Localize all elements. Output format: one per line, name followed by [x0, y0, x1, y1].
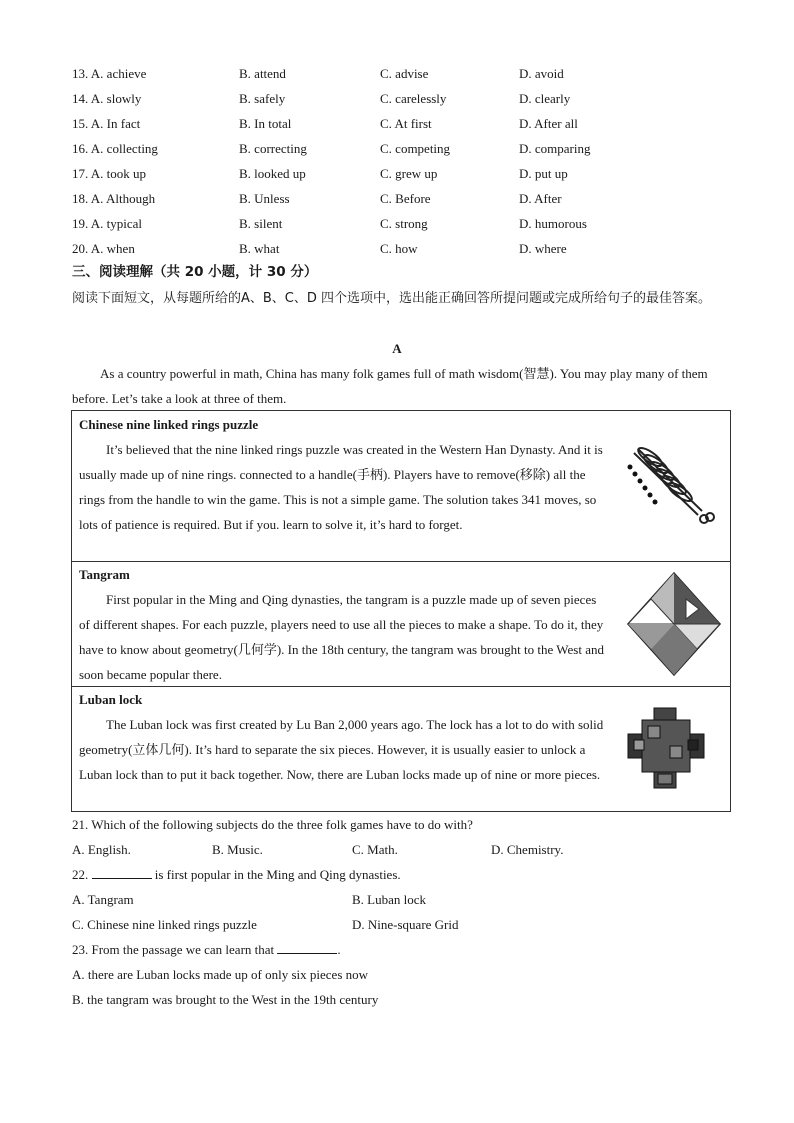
game-tangram — [72, 561, 730, 687]
game-title: Tangram — [79, 567, 130, 582]
game-nine-rings — [72, 411, 730, 562]
cloze-option-c[interactable]: C. Before — [380, 191, 431, 206]
cloze-option-a[interactable]: 20. A. when — [72, 241, 135, 256]
game-luban-lock — [72, 686, 730, 811]
cloze-option-a[interactable]: 19. A. typical — [72, 216, 143, 231]
game-text: First popular in the Ming and Qing dynasties, the tangram is a puzzle made up of seven pieces of different shapes. For each puzzle, players need to use all the pieces to make a shape. To do it, they have to know about geometry(几何学). In the 18th century, the tangram was brought to the West and soon became popular there. — [79, 592, 604, 682]
game-text: The Luban lock was first created by Lu Ban 2,000 years ago. The lock has a lot to do with solid geometry(立体几何). It’s hard to separate the six pieces. However, it is usually easier to unlock a Luban lock than to put it back together. Now, there are Luban locks made up of nine or more pieces. — [79, 717, 604, 782]
cloze-option-d[interactable]: D. put up — [519, 166, 568, 181]
cloze-option-b[interactable]: B. silent — [239, 216, 283, 231]
cloze-option-a[interactable]: 16. A. collecting — [72, 141, 158, 156]
cloze-option-row — [72, 161, 732, 186]
cloze-option-a[interactable]: 17. A. took up — [72, 166, 147, 181]
cloze-option-c[interactable]: C. how — [380, 241, 418, 256]
q23-option-b[interactable]: B. the tangram was brought to the West in the 19th century — [72, 992, 379, 1007]
cloze-option-b[interactable]: B. attend — [239, 66, 286, 81]
q22-option-c[interactable]: C. Chinese nine linked rings puzzle — [72, 917, 257, 932]
cloze-option-a[interactable]: 13. A. achieve — [72, 66, 147, 81]
cloze-option-a[interactable]: 18. A. Although — [72, 191, 156, 206]
q21-option-b[interactable]: B. Music. — [212, 842, 263, 857]
question-stem: is first popular in the Ming and Qing dynasties. — [154, 867, 401, 882]
cloze-option-row — [72, 136, 732, 161]
folk-games-table — [71, 410, 731, 812]
tangram-image — [624, 569, 724, 679]
answer-blank — [277, 939, 337, 954]
cloze-option-d[interactable]: D. comparing — [519, 141, 591, 156]
cloze-option-b[interactable]: B. what — [239, 241, 280, 256]
cloze-option-b[interactable]: B. Unless — [239, 191, 290, 206]
cloze-option-b[interactable]: B. safely — [239, 91, 286, 106]
q22-option-a[interactable]: A. Tangram — [72, 892, 134, 907]
cloze-option-row — [72, 211, 732, 236]
cloze-option-c[interactable]: C. strong — [380, 216, 428, 231]
cloze-option-row — [72, 111, 732, 136]
answer-blank — [92, 864, 152, 879]
cloze-option-c[interactable]: C. carelessly — [380, 91, 447, 106]
cloze-option-a[interactable]: 15. A. In fact — [72, 116, 141, 131]
cloze-option-row — [72, 61, 732, 86]
cloze-option-d[interactable]: D. After all — [519, 116, 578, 131]
q21-option-c[interactable]: C. Math. — [352, 842, 398, 857]
luban-lock-image — [624, 704, 708, 792]
cloze-option-c[interactable]: C. competing — [380, 141, 451, 156]
cloze-option-c[interactable]: C. advise — [380, 66, 429, 81]
question-22 — [72, 862, 401, 887]
cloze-option-d[interactable]: D. After — [519, 191, 562, 206]
cloze-option-d[interactable]: D. humorous — [519, 216, 587, 231]
nine-rings-puzzle-image — [620, 437, 716, 533]
cloze-option-row — [72, 236, 732, 261]
cloze-option-d[interactable]: D. where — [519, 241, 567, 256]
section-instruction: 阅读下面短文，从每题所给的A、B、C、D 四个选项中，选出能正确回答所提问题或完成所给句子的最佳答案。 — [72, 291, 712, 306]
question-stem: 23. From the passage we can learn that — [72, 942, 275, 957]
passage-intro: As a country powerful in math, China has many folk games full of math wisdom(智慧). You may play many of them before. Let’s take a look at three of them. — [72, 366, 708, 406]
stem-period: . — [337, 942, 341, 957]
game-title: Luban lock — [79, 692, 143, 707]
cloze-option-a[interactable]: 14. A. slowly — [72, 91, 142, 106]
cloze-option-b[interactable]: B. looked up — [239, 166, 306, 181]
cloze-option-d[interactable]: D. avoid — [519, 66, 564, 81]
cloze-option-row — [72, 86, 732, 111]
q21-option-a[interactable]: A. English. — [72, 842, 131, 857]
cloze-option-row — [72, 186, 732, 211]
q22-option-b[interactable]: B. Luban lock — [352, 892, 427, 907]
cloze-option-b[interactable]: B. correcting — [239, 141, 307, 156]
question-23 — [72, 937, 341, 962]
q22-option-d[interactable]: D. Nine-square Grid — [352, 917, 459, 932]
game-text: It’s believed that the nine linked rings puzzle was created in the Western Han Dynasty. And it is usually made up of nine rings. connected to a handle(手柄). Players have to remove(移除) all the rings from the handle to win the game. This is not a simple game. The solution takes 341 moves, so lots of patience is required. But if you. learn to solve it, it’s hard to forget. — [79, 442, 603, 532]
question-number: 22. — [72, 867, 89, 882]
question-21: 21. Which of the following subjects do the three folk games have to do with? — [72, 817, 473, 832]
cloze-option-b[interactable]: B. In total — [239, 116, 292, 131]
section-title: 三、阅读理解（共 20 小题，计 30 分） — [72, 264, 318, 280]
cloze-option-d[interactable]: D. clearly — [519, 91, 571, 106]
cloze-option-c[interactable]: C. grew up — [380, 166, 438, 181]
q23-option-a[interactable]: A. there are Luban locks made up of only six pieces now — [72, 967, 369, 982]
cloze-option-c[interactable]: C. At first — [380, 116, 432, 131]
game-title: Chinese nine linked rings puzzle — [79, 417, 259, 432]
q21-option-d[interactable]: D. Chemistry. — [491, 842, 564, 857]
passage-label: A — [392, 341, 402, 356]
